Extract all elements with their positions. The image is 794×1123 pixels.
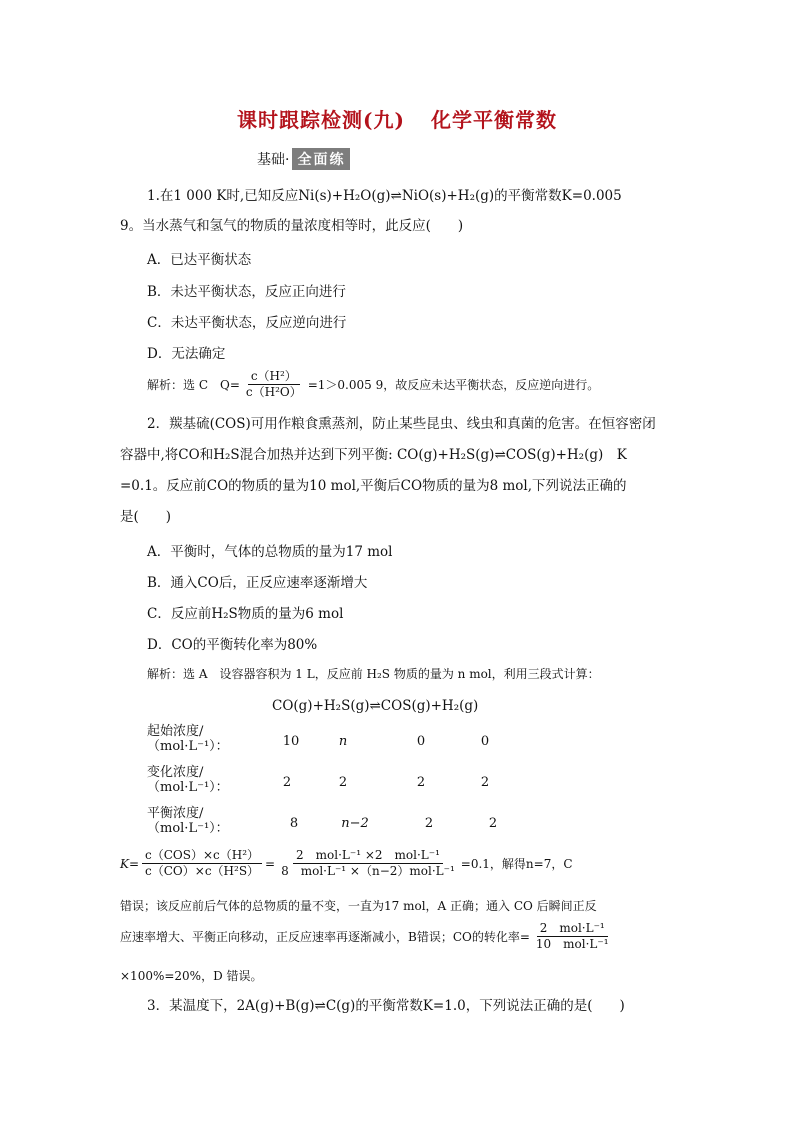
q1-fraction-numerator: c（H²） [248,369,300,385]
table-cell: n−2 [341,816,369,831]
row-unit: （mol·L⁻¹）： [147,739,229,754]
q2-explain-line2 [120,921,615,952]
badge-label: 全面练 [292,148,350,170]
row-unit: （mol·L⁻¹）： [147,780,229,795]
q2-table-row-2 [147,765,229,795]
table-cell: 0 [416,734,426,749]
q1-line2: 9。当水蒸气和氢气的物质的量浓度相等时，此反应( ) [120,218,464,234]
q2-explain-line1: 错误；该反应前后气体的总物质的量不变，一直为17 mol，A 正确；通入 CO 后瞬间正反 [120,899,597,913]
q2-equation: CO(g)+H₂S(g)⇌COS(g)+H₂(g) [272,698,479,714]
q2-k-formula [120,848,573,879]
q3-line1: 3．某温度下，2A(g)+B(g)⇌C(g)的平衡常数K=1.0，下列说法正确的是( ) [147,998,625,1014]
k-equals: = [265,856,276,871]
q2-line3: =0.1。反应前CO的物质的量为10 mol,平衡后CO物质的量为8 mol,下列说法正确的 [120,478,627,494]
row-label: 平衡浓度/ [147,806,204,821]
table-cell: 2 [424,816,434,831]
k-fraction-symbolic [142,848,262,879]
q2-option-b: B．通入CO后，正反应速率逐渐增大 [147,575,368,591]
q1-option-a: A．已达平衡状态 [147,252,252,268]
q1-option-c: C．未达平衡状态，反应逆向进行 [147,315,347,331]
row-unit: （mol·L⁻¹）： [147,821,229,836]
q2-line2: 容器中,将CO和H₂S混合加热并达到下列平衡: CO(g)+H₂S(g)⇌COS(g)+H₂(g) K [120,447,627,463]
badge-prefix: 基础· [257,152,290,168]
row-label: 变化浓度/ [147,765,204,780]
page-title [0,104,794,133]
conversion-numerator: 2 mol·L⁻¹ [537,921,608,937]
q1-fraction-denominator: c（H²O） [245,385,302,399]
conversion-denominator: 10 mol·L⁻¹ [535,937,609,951]
q2-option-c: C．反应前H₂S物质的量为6 mol [147,606,344,622]
k-numerator-symbolic: c（COS）×c（H²） [142,848,262,864]
conversion-fraction [533,921,612,952]
q2-solution-intro: 解析：选 A 设容器容积为 1 L，反应前 H₂S 物质的量为 n mol，利用三段式计算： [147,667,600,681]
q2-option-d: D．CO的平衡转化率为80% [147,637,318,653]
k-fraction-numeric [278,848,458,879]
table-cell: 0 [480,734,490,749]
q1-solution-suffix: =1＞0.005 9，故反应未达平衡状态，反应逆向进行。 [307,378,600,392]
q2-explain-line3: ×100%=20%，D 错误。 [120,969,263,983]
q2-line4: 是( ) [120,509,172,525]
q1-line1: 1.在1 000 K时,已知反应Ni(s)+H₂O(g)⇌NiO(s)+H₂(g)的平衡常数K=0.005 [147,188,622,204]
q1-solution [147,369,599,400]
k-numerator-numeric: 2 mol·L⁻¹ ×2 mol·L⁻¹ [293,848,443,864]
title-main: 课时跟踪检测(九) [237,108,405,132]
table-cell: 8 [289,816,299,831]
table-cell: 10 [282,734,300,749]
table-cell: 2 [480,775,490,790]
title-topic: 化学平衡常数 [430,108,557,132]
k-denominator-symbolic: c（CO）×c（H²S） [145,864,260,878]
k-prefix: K= [120,856,140,871]
table-cell: n [338,734,348,749]
table-cell: 2 [282,775,292,790]
table-cell: 2 [488,816,498,831]
table-cell: 2 [338,775,348,790]
row-label: 起始浓度/ [147,724,204,739]
q2-table-row-3 [147,806,229,836]
q2-table-row-1 [147,724,229,754]
q1-option-b: B．未达平衡状态，反应正向进行 [147,284,346,300]
q1-option-d: D．无法确定 [147,346,226,362]
q1-solution-prefix: 解析：选 C Q= [147,378,240,392]
q2-option-a: A．平衡时，气体的总物质的量为17 mol [147,544,393,560]
q1-solution-fraction [243,369,305,400]
explain2-prefix: 应速率增大、平衡正向移动，正反应速率再逐渐减小，B错误；CO的转化率= [120,930,530,944]
k-denominator-numeric: 8 mol·L⁻¹ ×（n−2）mol·L⁻¹ [281,864,455,878]
k-suffix: =0.1，解得n=7，C [460,857,573,871]
q2-line1: 2．羰基硫(COS)可用作粮食熏蒸剂，防止某些昆虫、线虫和真菌的危害。在恒容密闭 [147,416,656,432]
table-cell: 2 [416,775,426,790]
section-badge [257,148,350,170]
